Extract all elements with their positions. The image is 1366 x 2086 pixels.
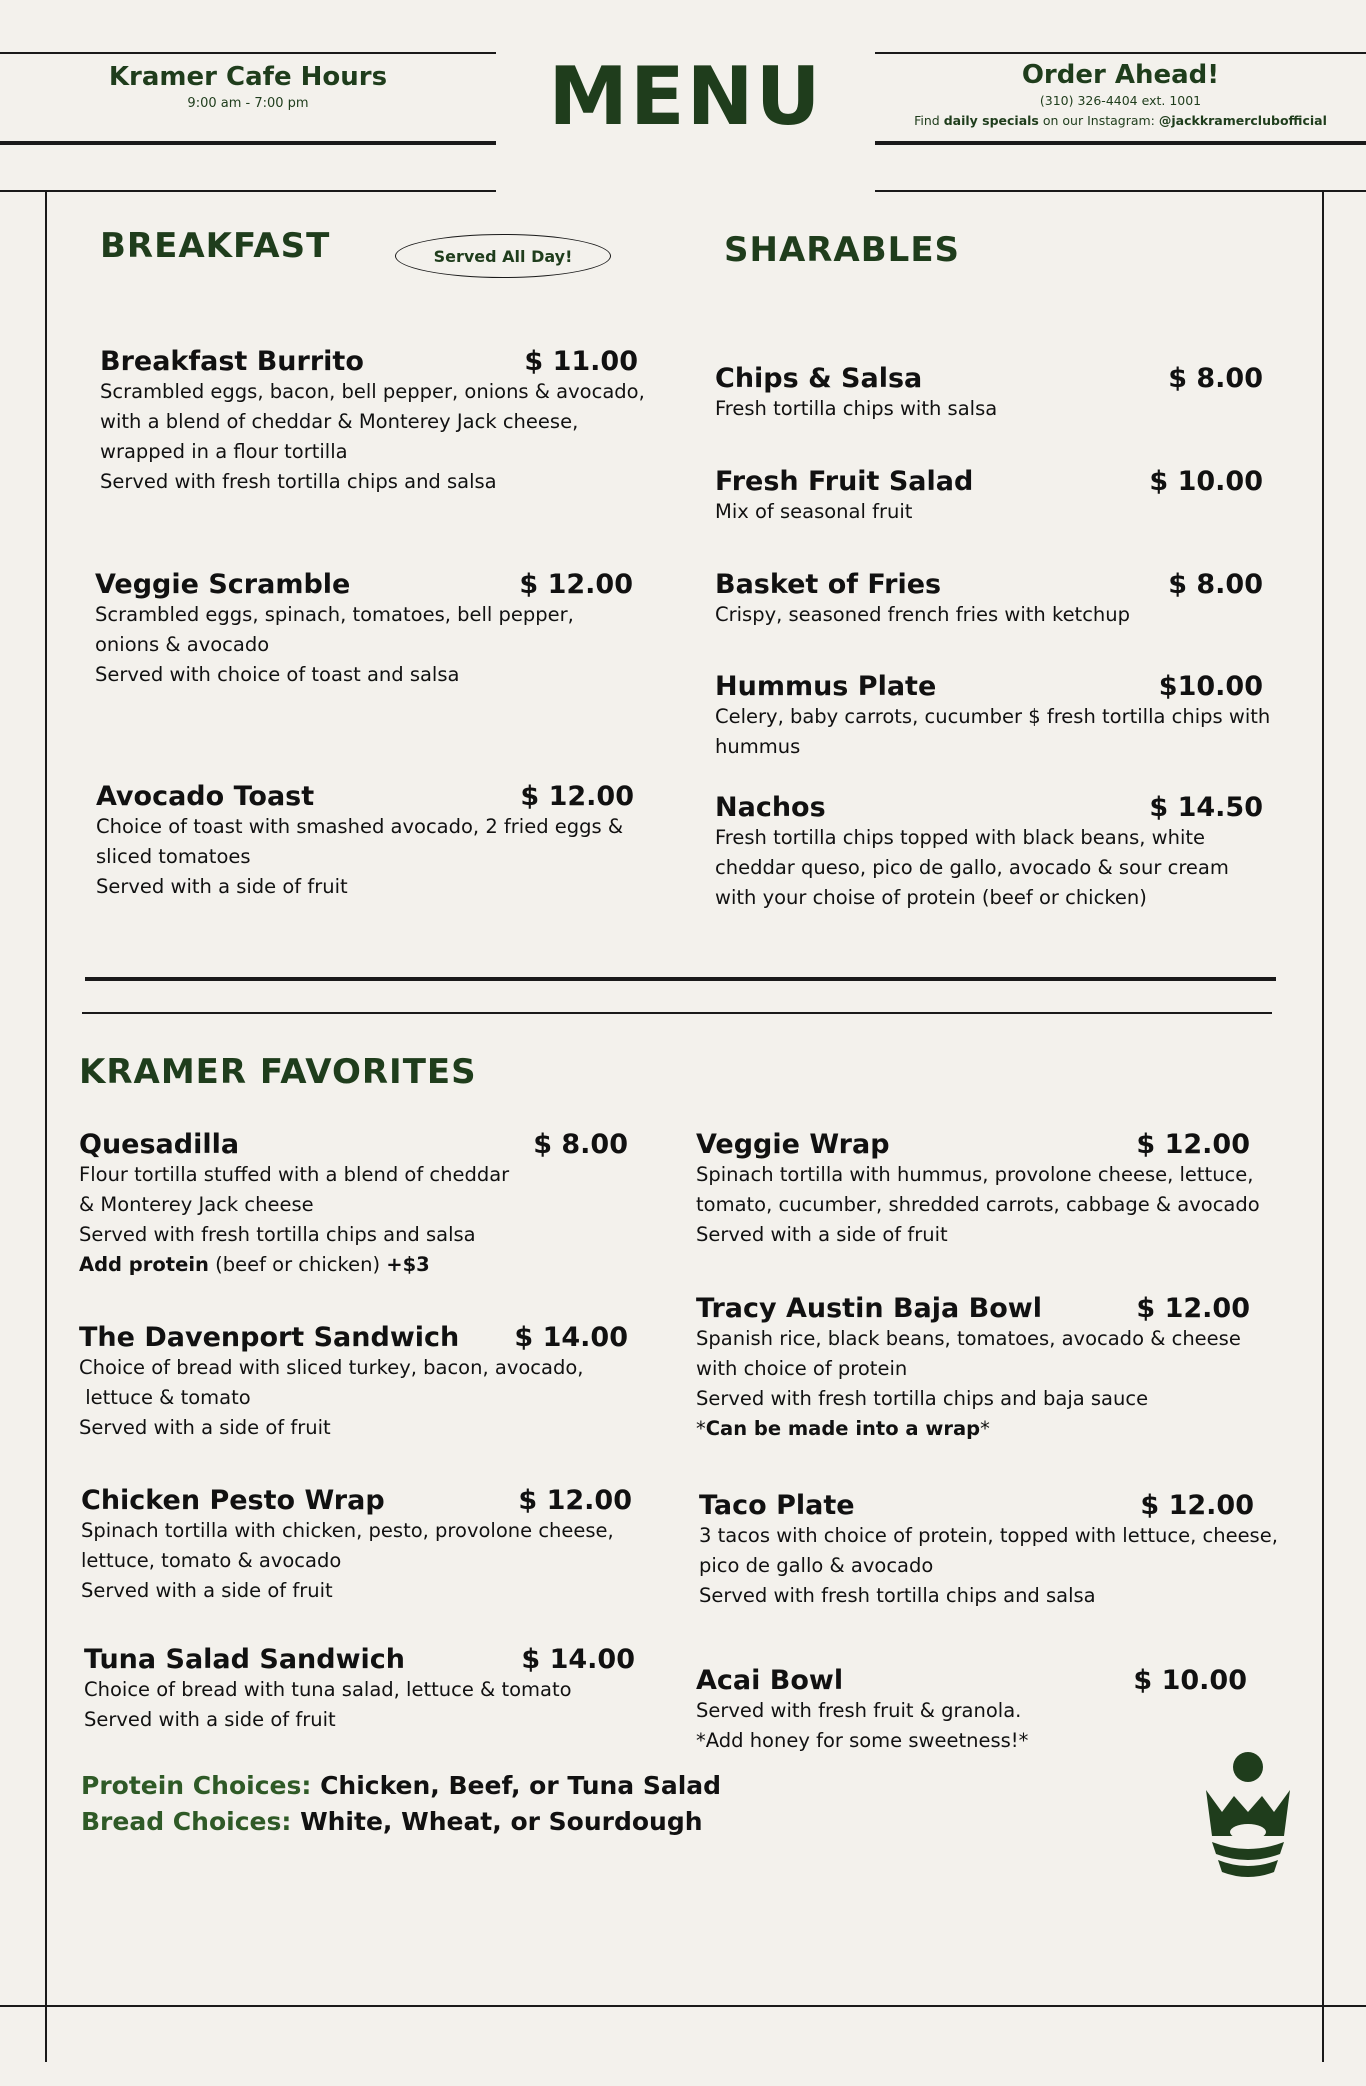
item-name: The Davenport Sandwich bbox=[79, 1322, 460, 1353]
desc-line: Spanish rice, black beans, tomatoes, avocado & cheese bbox=[696, 1327, 1241, 1350]
order-phone: (310) 326-4404 ext. 1001 bbox=[1039, 93, 1202, 108]
item-name: Chips & Salsa bbox=[715, 363, 923, 394]
bread-choices-value: White, Wheat, or Sourdough bbox=[291, 1807, 703, 1836]
item-description bbox=[100, 377, 645, 497]
instagram-line bbox=[875, 113, 1366, 128]
menu-item-davenport-sandwich bbox=[79, 1322, 628, 1443]
item-price: $ 14.50 bbox=[1149, 792, 1263, 823]
item-description bbox=[696, 1160, 1260, 1250]
item-description bbox=[696, 1696, 1247, 1756]
item-description bbox=[715, 497, 1263, 527]
desc-line: Celery, baby carrots, cucumber $ fresh tortilla chips with bbox=[715, 705, 1271, 728]
protein-choices bbox=[81, 1771, 721, 1800]
specials-bold: daily specials bbox=[943, 113, 1039, 128]
item-description bbox=[696, 1324, 1250, 1444]
header-rule-thick-left bbox=[0, 141, 496, 145]
section-divider-thin bbox=[82, 1012, 1272, 1014]
header-rule-bottom-left bbox=[0, 190, 496, 192]
desc-line: Served with fresh fruit & granola. bbox=[696, 1699, 1022, 1722]
menu-item-chicken-pesto-wrap bbox=[81, 1485, 632, 1606]
header-rule-top-left bbox=[0, 52, 496, 54]
desc-line: Served with fresh tortilla chips and salsa bbox=[79, 1223, 476, 1246]
item-description bbox=[79, 1353, 628, 1443]
desc-line: with a blend of cheddar & Monterey Jack cheese, bbox=[100, 410, 579, 433]
desc-line: Crispy, seasoned french fries with ketchup bbox=[715, 603, 1131, 626]
item-price: $ 12.00 bbox=[520, 781, 634, 812]
protein-choices-value: Chicken, Beef, or Tuna Salad bbox=[311, 1771, 722, 1800]
desc-line: & Monterey Jack cheese bbox=[79, 1193, 314, 1216]
desc-line: Served with choice of toast and salsa bbox=[95, 663, 460, 686]
header-rule-top-right bbox=[875, 52, 1366, 54]
item-description bbox=[96, 812, 634, 902]
desc-line: Served with a side of fruit bbox=[96, 875, 348, 898]
item-price: $ 12.00 bbox=[519, 569, 633, 600]
bread-choices-label: Bread Choices: bbox=[81, 1807, 292, 1836]
menu-item-basket-of-fries bbox=[715, 569, 1263, 630]
item-price: $ 8.00 bbox=[1168, 569, 1263, 600]
item-name: Tracy Austin Baja Bowl bbox=[696, 1293, 1042, 1324]
menu-item-quesadilla bbox=[79, 1129, 628, 1280]
specials-mid: on our Instagram: bbox=[1038, 113, 1159, 128]
item-price: $ 10.00 bbox=[1133, 1665, 1247, 1696]
breakfast-title: BREAKFAST bbox=[100, 226, 331, 266]
addon-text: (beef or chicken) bbox=[208, 1253, 387, 1276]
item-name: Quesadilla bbox=[79, 1129, 240, 1160]
item-name: Chicken Pesto Wrap bbox=[81, 1485, 385, 1516]
badge-text: Served All Day! bbox=[433, 246, 573, 266]
desc-line: tomato, cucumber, shredded carrots, cabbage & avocado bbox=[696, 1193, 1260, 1216]
item-price: $10.00 bbox=[1158, 671, 1263, 702]
item-price: $ 8.00 bbox=[1168, 363, 1263, 394]
wrap-note: *Can be made into a wrap* bbox=[696, 1417, 990, 1440]
item-price: $ 11.00 bbox=[524, 346, 638, 377]
desc-line: Fresh tortilla chips with salsa bbox=[715, 397, 998, 420]
order-ahead-title: Order Ahead! bbox=[1021, 60, 1220, 90]
item-name: Tuna Salad Sandwich bbox=[84, 1644, 406, 1675]
desc-line: Served with a side of fruit bbox=[84, 1708, 336, 1731]
menu-item-veggie-wrap bbox=[696, 1129, 1260, 1250]
kramer-favorites-title: KRAMER FAVORITES bbox=[79, 1052, 477, 1092]
item-name: Fresh Fruit Salad bbox=[715, 466, 974, 497]
item-name: Avocado Toast bbox=[96, 781, 315, 812]
desc-line: Served with fresh tortilla chips and salsa bbox=[100, 470, 497, 493]
item-name: Hummus Plate bbox=[715, 671, 937, 702]
hours-title: Kramer Cafe Hours bbox=[108, 62, 388, 92]
desc-line: Served with a side of fruit bbox=[696, 1223, 948, 1246]
desc-line: Scrambled eggs, spinach, tomatoes, bell pepper, bbox=[95, 603, 574, 626]
desc-line: Choice of bread with sliced turkey, bacon, avocado, bbox=[79, 1356, 584, 1379]
menu-item-veggie-scramble bbox=[95, 569, 633, 690]
frame-left-border bbox=[45, 190, 47, 2062]
item-price: $ 12.00 bbox=[518, 1485, 632, 1516]
instagram-handle[interactable]: @jackkramerclubofficial bbox=[1158, 113, 1327, 128]
desc-line: Served with a side of fruit bbox=[81, 1579, 333, 1602]
item-price: $ 12.00 bbox=[1136, 1293, 1250, 1324]
item-price: $ 10.00 bbox=[1149, 466, 1263, 497]
item-price: $ 12.00 bbox=[1136, 1129, 1250, 1160]
desc-line: Served with fresh tortilla chips and salsa bbox=[699, 1584, 1096, 1607]
item-description bbox=[699, 1521, 1278, 1611]
desc-line: Choice of toast with smashed avocado, 2 fried eggs & bbox=[96, 815, 624, 838]
desc-line: Spinach tortilla with hummus, provolone cheese, lettuce, bbox=[696, 1163, 1254, 1186]
crown-icon bbox=[1200, 1750, 1296, 1880]
desc-line: with choice of protein bbox=[696, 1357, 908, 1380]
menu-item-tuna-salad-sandwich bbox=[84, 1644, 635, 1735]
item-name: Veggie Scramble bbox=[95, 569, 351, 600]
frame-bottom-rule bbox=[0, 2005, 1366, 2007]
item-name: Nachos bbox=[715, 792, 826, 823]
item-description bbox=[715, 600, 1263, 630]
desc-line: Served with fresh tortilla chips and baja sauce bbox=[696, 1387, 1149, 1410]
desc-line: onions & avocado bbox=[95, 633, 270, 656]
bread-choices bbox=[81, 1807, 703, 1836]
desc-line: lettuce, tomato & avocado bbox=[81, 1549, 342, 1572]
desc-line: Mix of seasonal fruit bbox=[715, 500, 913, 523]
item-description bbox=[79, 1160, 628, 1280]
desc-line: lettuce & tomato bbox=[79, 1386, 251, 1409]
menu-item-taco-plate bbox=[699, 1490, 1278, 1611]
item-description bbox=[95, 600, 633, 690]
desc-line: Fresh tortilla chips topped with black beans, white bbox=[715, 826, 1206, 849]
menu-title: MENU bbox=[548, 50, 823, 143]
item-price: $ 8.00 bbox=[533, 1129, 628, 1160]
item-price: $ 12.00 bbox=[1140, 1490, 1254, 1521]
item-description bbox=[715, 823, 1263, 913]
menu-item-avocado-toast bbox=[96, 781, 634, 902]
desc-line: hummus bbox=[715, 735, 801, 758]
item-price: $ 14.00 bbox=[514, 1322, 628, 1353]
desc-line: Served with a side of fruit bbox=[79, 1416, 331, 1439]
desc-line: sliced tomatoes bbox=[96, 845, 251, 868]
menu-item-baja-bowl bbox=[696, 1293, 1250, 1444]
desc-line: Flour tortilla stuffed with a blend of cheddar bbox=[79, 1163, 510, 1186]
menu-item-breakfast-burrito bbox=[100, 346, 645, 497]
desc-line: wrapped in a flour tortilla bbox=[100, 440, 348, 463]
menu-item-nachos bbox=[715, 792, 1263, 913]
sharables-title: SHARABLES bbox=[724, 230, 961, 270]
desc-line: Scrambled eggs, bacon, bell pepper, onions & avocado, bbox=[100, 380, 645, 403]
served-all-day-badge bbox=[395, 234, 611, 278]
add-protein-line bbox=[79, 1250, 628, 1280]
addon-price: +$3 bbox=[386, 1253, 430, 1276]
desc-line: pico de gallo & avocado bbox=[699, 1554, 934, 1577]
desc-line: with your choise of protein (beef or chicken) bbox=[715, 886, 1147, 909]
menu-item-hummus-plate bbox=[715, 671, 1271, 762]
addon-bold: Add protein bbox=[79, 1253, 209, 1276]
desc-line: Spinach tortilla with chicken, pesto, provolone cheese, bbox=[81, 1519, 614, 1542]
item-name: Basket of Fries bbox=[715, 569, 942, 600]
desc-line: Choice of bread with tuna salad, lettuce & tomato bbox=[84, 1678, 572, 1701]
item-name: Breakfast Burrito bbox=[100, 346, 364, 377]
desc-line: *Add honey for some sweetness!* bbox=[696, 1729, 1029, 1752]
frame-right-border bbox=[1322, 190, 1324, 2062]
item-description bbox=[81, 1516, 632, 1606]
header-rule-thick-right bbox=[875, 141, 1366, 145]
protein-choices-label: Protein Choices: bbox=[81, 1771, 312, 1800]
desc-line: cheddar queso, pico de gallo, avocado & sour cream bbox=[715, 856, 1229, 879]
menu-item-fresh-fruit-salad bbox=[715, 466, 1263, 527]
specials-prefix: Find bbox=[914, 113, 944, 128]
item-price: $ 14.00 bbox=[521, 1644, 635, 1675]
hours-value: 9:00 am - 7:00 pm bbox=[187, 96, 309, 111]
header-rule-bottom-right bbox=[875, 190, 1366, 192]
item-name: Taco Plate bbox=[699, 1490, 855, 1521]
wrap-note-text: Can be made into a wrap bbox=[705, 1417, 981, 1440]
item-name: Acai Bowl bbox=[696, 1665, 844, 1696]
desc-line: 3 tacos with choice of protein, topped with lettuce, cheese, bbox=[699, 1524, 1278, 1547]
item-description bbox=[84, 1675, 635, 1735]
section-divider-thick bbox=[85, 977, 1276, 981]
menu-item-chips-salsa bbox=[715, 363, 1263, 424]
item-description bbox=[715, 702, 1271, 762]
menu-item-acai-bowl bbox=[696, 1665, 1247, 1756]
item-description bbox=[715, 394, 1263, 424]
item-name: Veggie Wrap bbox=[696, 1129, 890, 1160]
